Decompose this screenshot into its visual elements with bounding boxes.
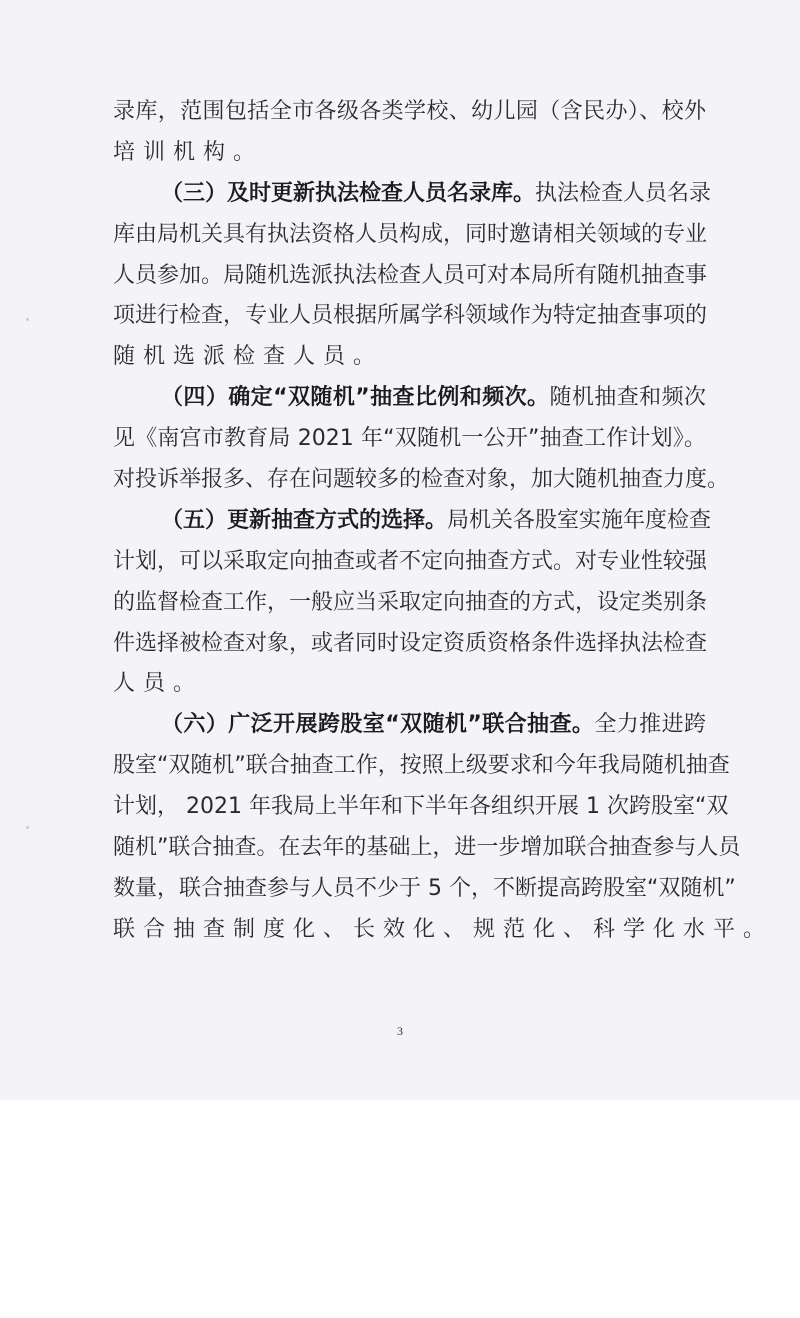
line-text: 人员。 — [113, 671, 204, 697]
text-line — [113, 705, 706, 746]
text-line — [113, 542, 706, 583]
section-heading: （三）及时更新执法检查人员名录库。 — [161, 180, 536, 206]
text-line — [113, 215, 706, 256]
text-line — [113, 256, 706, 297]
scan-speck — [26, 318, 29, 321]
page-number: 3 — [397, 1024, 403, 1038]
line-text: 录库，范围包括全市各级各类学校、幼儿园（含民办）、校外 — [113, 99, 706, 124]
text-line — [113, 133, 706, 174]
scan-speck — [26, 826, 29, 829]
text-line — [113, 910, 774, 951]
text-line — [113, 337, 706, 378]
line-text: 随机抽查和频次 — [549, 385, 706, 411]
line-text: 计划， 2021 年我局上半年和下半年各组织开展 1 次跨股室“双 — [113, 794, 729, 820]
section-heading: （六）广泛开展跨股室“双随机”联合抽查。 — [161, 712, 595, 738]
line-text: 数量，联合抽查参与人员不少于 5 个，不断提高跨股室“双随机” — [113, 875, 736, 901]
text-line — [113, 460, 730, 501]
line-text: 随机”联合抽查。在去年的基础上，进一步增加联合抽查参与人员 — [113, 835, 741, 861]
text-line — [113, 746, 730, 787]
section-heading: （五）更新抽查方式的选择。 — [161, 507, 448, 533]
line-text: 联合抽查制度化、长效化、规范化、科学化水平。 — [113, 916, 774, 942]
line-text: 的监督检查工作，一般应当采取定向抽查的方式，设定类别条 — [113, 589, 708, 615]
line-text: 计划，可以采取定向抽查或者不定向抽查方式。对专业性较强 — [113, 548, 708, 574]
text-line — [113, 296, 706, 337]
section-heading: （四）确定“双随机”抽查比例和频次。 — [161, 385, 550, 411]
line-text: 全力推进跨 — [594, 712, 706, 738]
text-line — [113, 828, 741, 869]
line-text: 件选择被检查对象，或者同时设定资质资格条件选择执法检查 — [113, 630, 708, 656]
text-line — [113, 501, 712, 542]
line-text: 股室“双随机”联合抽查工作，按照上级要求和今年我局随机抽查 — [113, 753, 730, 779]
document-body — [113, 92, 774, 951]
text-line — [113, 869, 736, 910]
text-line — [113, 92, 706, 133]
text-line — [113, 378, 706, 419]
line-text: 对投诉举报多、存在问题较多的检查对象，加大随机抽查力度。 — [113, 467, 730, 493]
text-line — [113, 419, 706, 460]
text-line — [113, 624, 706, 665]
text-line — [113, 583, 706, 624]
line-text: 库由局机关具有执法资格人员构成，同时邀请相关领域的专业 — [113, 221, 708, 247]
text-line — [113, 174, 712, 215]
line-text: 随机选派检查人员。 — [113, 344, 384, 370]
line-text: 局机关各股室实施年度检查 — [447, 507, 712, 533]
line-text: 见《南宫市教育局 2021 年“双随机一公开”抽查工作计划》。 — [113, 426, 706, 452]
line-text: 培训机构。 — [113, 139, 264, 165]
line-text: 执法检查人员名录 — [535, 180, 712, 206]
text-line — [113, 787, 729, 828]
line-text: 人员参加。局随机选派执法检查人员可对本局所有随机抽查事 — [113, 262, 708, 288]
line-text: 项进行检查，专业人员根据所属学科领域作为特定抽查事项的 — [113, 303, 708, 329]
text-line — [113, 664, 706, 705]
